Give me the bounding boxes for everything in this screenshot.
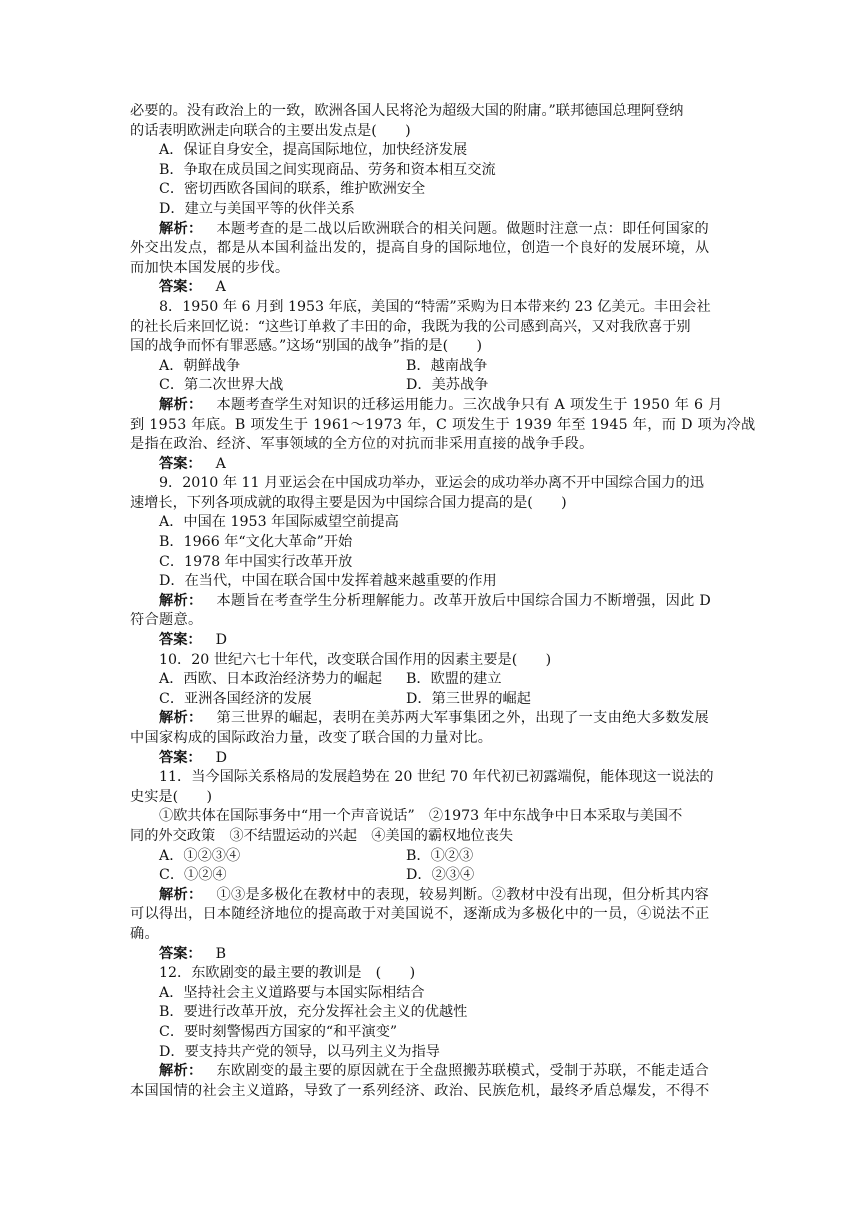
q10-option-d: D．第三世界的崛起	[406, 690, 531, 707]
answer-label: 答案：	[159, 749, 202, 766]
q8-option-d: D．美苏战争	[406, 377, 489, 394]
q12-option-d: D．要支持共产党的领导，以马列主义为指导	[159, 1043, 440, 1060]
q8-analysis-line: 是指在政治、经济、军事领域的全方位的对抗而非采用直接的战争手段。	[130, 436, 594, 453]
q11-answer	[130, 945, 732, 965]
document-page	[130, 102, 756, 1101]
q10-option-c: C．亚洲各国经济的发展	[159, 690, 312, 707]
q10-stem-line: 10．20 世纪六七十年代，改变联合国作用的因素主要是( )	[159, 651, 552, 668]
q9-option-d: D．在当代，中国在联合国中发挥着越来越重要的作用	[159, 573, 497, 590]
q7-answer-value: A	[215, 279, 226, 296]
q11-stem-line: 同的外交政策 ③不结盟运动的兴起 ④美国的霸权地位丧失	[130, 827, 514, 844]
q11-analysis-line: 可以得出，日本随经济地位的提高敢于对美国说不，逐渐成为多极化中的一员，④说法不正	[130, 906, 710, 923]
q9-option-a: A．中国在 1953 年国际威望空前提高	[159, 514, 399, 531]
q7-answer	[130, 278, 732, 298]
q7-analysis-text: 本题考查的是二战以后欧洲联合的相关问题。做题时注意一点：即任何国家的	[216, 220, 710, 237]
analysis-label: 解析：	[159, 592, 203, 609]
analysis-label: 解析：	[159, 220, 203, 237]
q11-option-d: D．②③④	[406, 867, 475, 884]
q8-analysis-line: 到 1953 年底。B 项发生于 1961～1973 年，C 项发生于 1939 年至 1945 年，而 D 项为冷战	[130, 416, 756, 433]
q11-stem-line: 11．当今国际关系格局的发展趋势在 20 世纪 70 年代初已初露端倪，能体现这一说法的	[159, 769, 714, 786]
q9-option-c: C．1978 年中国实行改革开放	[159, 553, 353, 570]
q7-option-c: C．密切西欧各国间的联系，维护欧洲安全	[159, 181, 426, 198]
q8-options-row	[130, 357, 732, 377]
q10-analysis-line: 中国家构成的国际政治力量，改变了联合国的力量对比。	[130, 730, 493, 746]
q11-option-c: C．①②④	[159, 867, 227, 884]
q11-option-b: B．①②③	[406, 847, 474, 864]
q12-option-c: C．要时刻警惕西方国家的“和平演变”	[159, 1023, 398, 1040]
q9-analysis-text: 本题旨在考查学生分析理解能力。改革开放后中国综合国力不断增强，因此 D	[216, 592, 712, 609]
q10-answer	[130, 749, 732, 769]
q10-options-row	[130, 690, 732, 710]
q12-option-b: B．要进行改革开放，充分发挥社会主义的优越性	[159, 1004, 468, 1021]
answer-label: 答案：	[159, 455, 202, 472]
q12-analysis-text: 东欧剧变的最主要的原因就在于全盘照搬苏联模式，受制于苏联，不能走适合	[216, 1063, 710, 1080]
q9-stem-line: 9．2010 年 11 月亚运会在中国成功举办，亚运会的成功举办离不开中国综合国力的迅	[159, 475, 704, 492]
q11-option-a: A．①②③④	[159, 847, 241, 864]
answer-label: 答案：	[159, 632, 202, 649]
q11-analysis-line: 确。	[130, 925, 159, 942]
analysis-label: 解析：	[159, 710, 203, 727]
q7-analysis-line: 外交出发点，都是从本国利益出发的，提高自身的国际地位，创造一个良好的发展环境，从	[130, 240, 710, 257]
q8-option-c: C．第二次世界大战	[159, 377, 284, 394]
q9-stem-line: 速增长，下列各项成就的取得主要是因为中国综合国力提高的是( )	[130, 494, 567, 511]
q11-stem-line: 史实是( )	[130, 788, 213, 805]
analysis-label: 解析：	[159, 396, 203, 413]
q8-options-row	[130, 376, 732, 396]
q9-answer	[130, 631, 732, 651]
answer-label: 答案：	[159, 945, 202, 962]
q7-stem-line: 必要的。没有政治上的一致，欧洲各国人民将沦为超级大国的附庸。”联邦德国总理阿登纳	[130, 103, 684, 119]
q9-option-b: B．1966 年“文化大革命”开始	[159, 534, 353, 551]
q7-analysis-line: 而加快本国发展的步伐。	[130, 259, 290, 276]
q11-analysis	[130, 886, 732, 906]
q10-analysis	[130, 709, 732, 729]
q12-option-a: A．坚持社会主义道路要与本国实际相结合	[159, 984, 425, 1001]
q10-analysis-text: 第三世界的崛起，表明在美苏两大军事集团之外，出现了一支由绝大多数发展	[216, 710, 710, 727]
q8-stem-line: 的社长后来回忆说：“这些订单救了丰田的命，我既为我的公司感到高兴，又对我欣喜于别	[130, 318, 691, 335]
q9-analysis-line: 符合题意。	[130, 612, 203, 629]
answer-label: 答案：	[159, 279, 202, 296]
q12-analysis-line: 本国国情的社会主义道路，导致了一系列经济、政治、民族危机，最终矛盾总爆发，不得不	[130, 1082, 710, 1099]
q8-answer-value: A	[215, 455, 226, 472]
q8-analysis-text: 本题考查学生对知识的迁移运用能力。三次战争只有 A 项发生于 1950 年 6 月	[216, 396, 723, 413]
q8-option-a: A．朝鲜战争	[159, 357, 241, 374]
q11-stem-line: ①欧共体在国际事务中“用一个声音说话” ②1973 年中东战争中日本采取与美国不	[159, 808, 683, 825]
q8-analysis	[130, 396, 732, 416]
analysis-label: 解析：	[159, 886, 203, 903]
q8-stem-line: 8．1950 年 6 月到 1953 年底，美国的“特需”采购为日本带来约 23 亿美元。丰田会社	[159, 298, 711, 315]
q10-answer-value: D	[215, 749, 227, 766]
q7-option-d: D．建立与美国平等的伙伴关系	[159, 200, 355, 217]
q11-answer-value: B	[215, 945, 227, 962]
q12-stem-line: 12．东欧剧变的最主要的教训是 ( )	[159, 965, 416, 982]
q8-answer	[130, 455, 732, 475]
q11-options-row	[130, 866, 732, 886]
q10-option-b: B．欧盟的建立	[406, 671, 502, 688]
q9-analysis	[130, 592, 732, 612]
q12-analysis	[130, 1062, 732, 1082]
q10-option-a: A．西欧、日本政治经济势力的崛起	[159, 671, 383, 688]
q7-option-a: A．保证自身安全，提高国际地位，加快经济发展	[159, 142, 468, 159]
analysis-label: 解析：	[159, 1063, 203, 1080]
q7-stem-line: 的话表明欧洲走向联合的主要出发点是( )	[130, 122, 411, 139]
q10-options-row	[130, 670, 732, 690]
q11-analysis-text: ①③是多极化在教材中的表现，较易判断。②教材中没有出现，但分析其内容	[216, 886, 710, 903]
q8-stem-line: 国的战争而怀有罪恶感。”这场“别国的战争”指的是( )	[130, 338, 483, 355]
q7-analysis	[130, 220, 732, 240]
q9-answer-value: D	[215, 632, 227, 649]
q11-options-row	[130, 847, 732, 867]
q8-option-b: B．越南战争	[406, 357, 488, 374]
q7-option-b: B．争取在成员国之间实现商品、劳务和资本相互交流	[159, 161, 496, 178]
